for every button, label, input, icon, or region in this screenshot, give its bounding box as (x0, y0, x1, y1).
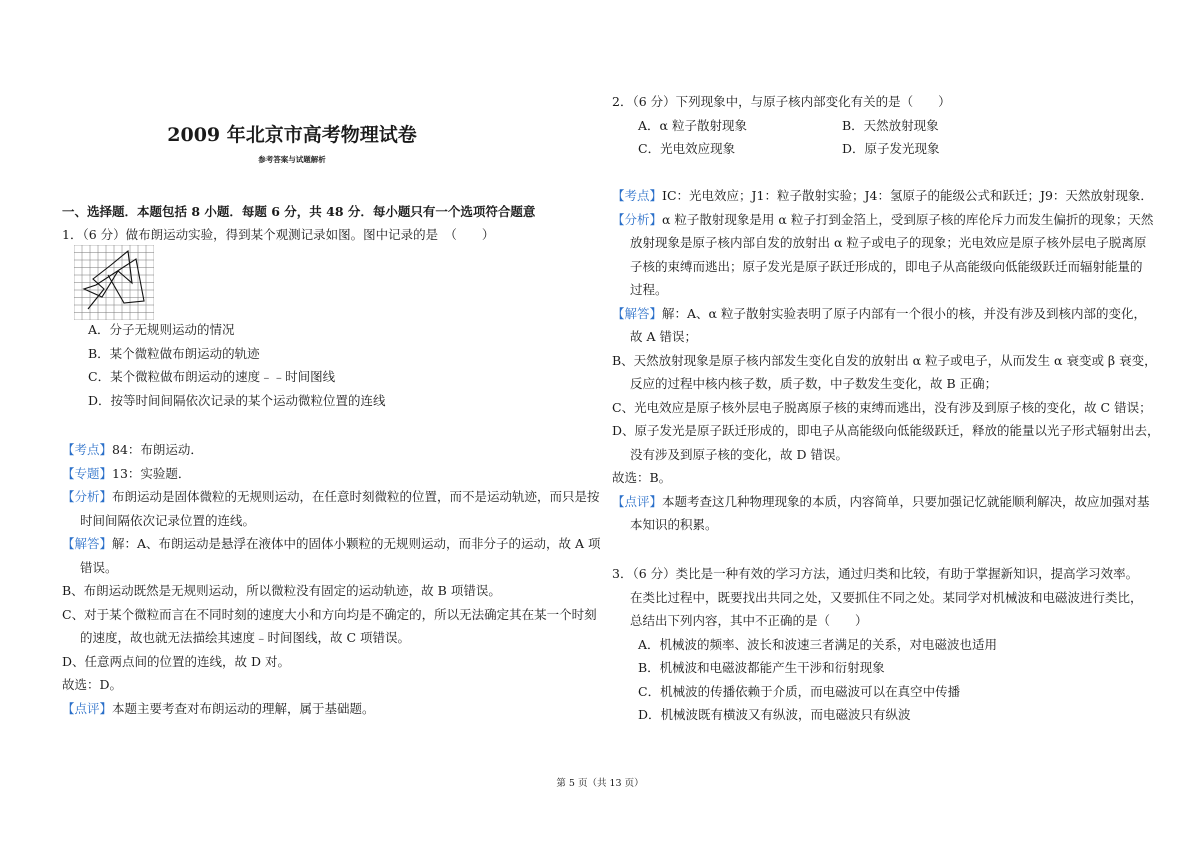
q1-option-c: C．某个微粒做布朗运动的速度﹣﹣时间图线 (88, 369, 336, 384)
q2-jieda-line3: B、天然放射现象是原子核内部发生变化自发的放射出 α 粒子或电子，从而发生 α 衰变或 β 衰变， (612, 353, 1157, 368)
page-footer: 第 5 页（共 13 页） (556, 778, 644, 789)
zhuanti-tag: 【专题】 (62, 466, 113, 481)
q3-option-d: D．机械波既有横波又有纵波，而电磁波只有纵波 (638, 707, 911, 722)
q2-fenxi-line2: 放射现象是原子核内部自发的放射出 α 粒子或电子的现象；光电效应是原子核外层电子脱离原 (630, 235, 1147, 250)
q1-option-b: B．某个微粒做布朗运动的轨迹 (88, 346, 260, 361)
q1-answer: 故选：D。 (62, 677, 123, 692)
section-heading: 一、选择题．本题包括 8 小题．每题 6 分，共 48 分．每小题只有一个选项符合题意 (62, 204, 536, 219)
q3-option-a: A．机械波的频率、波长和波速三者满足的关系，对电磁波也适用 (638, 637, 998, 652)
dianping-tag: 【点评】 (612, 494, 663, 509)
q3-option-b: B．机械波和电磁波都能产生干涉和衍射现象 (638, 660, 885, 675)
q1-jieda-line6: D、任意两点间的位置的连线，故 D 对。 (62, 654, 290, 669)
q2-jieda-line2: 故 A 错误； (630, 329, 697, 344)
q2-jieda-line7: 没有涉及到原子核的变化，故 D 错误。 (630, 447, 848, 462)
q3-stem-line2: 在类比过程中，既要找出共同之处，又要抓住不同之处。某同学对机械波和电磁波进行类比， (630, 590, 1143, 605)
q2-stem: 2．（6 分）下列现象中，与原子核内部变化有关的是（ ） (612, 94, 951, 109)
q2-jieda-line6: D、原子发光是原子跃迁形成的，即电子从高能级向低能级跃迁，释放的能量以光子形式辐射出去， (612, 423, 1160, 438)
q2-option-c: C．光电效应现象 (638, 141, 736, 156)
q2-answer: 故选：B。 (612, 470, 672, 485)
q2-option-b: B．天然放射现象 (842, 118, 939, 133)
q2-jieda-line5: C、光电效应是原子核外层电子脱离原子核的束缚而逃出，没有涉及到原子核的变化，故 C 错误； (612, 400, 1152, 415)
q1-jieda-line4: C、对于某个微粒而言在不同时刻的速度大小和方向均是不确定的，所以无法确定其在某一个时刻 (62, 607, 597, 622)
q1-jieda-line3: B、布朗运动既然是无规则运动，所以微粒没有固定的运动轨迹，故 B 项错误。 (62, 583, 501, 598)
q1-jieda-line2: 错误。 (80, 560, 118, 575)
fenxi-tag: 【分析】 (612, 212, 663, 227)
q1-jieda-line5: 的速度，故也就无法描绘其速度﹣时间图线，故 C 项错误。 (80, 630, 411, 645)
q2-kaodian: 【考点】IC：光电效应；J1：粒子散射实验；J4：氢原子的能级公式和跃迁；J9：天然放射现象． (612, 188, 1153, 203)
q1-fenxi-cont: 时间间隔依次记录位置的连线。 (80, 513, 256, 528)
q2-options-row-1 (638, 116, 1142, 136)
q2-option-d: D．原子发光现象 (842, 141, 940, 156)
page-subtitle: 参考答案与试题解析 (258, 155, 326, 164)
q2-dianping-line2: 本知识的积累。 (630, 517, 718, 532)
jieda-tag: 【解答】 (612, 306, 663, 321)
q2-fenxi-line4: 过程。 (630, 282, 668, 297)
kaodian-tag: 【考点】 (62, 442, 113, 457)
q2-jieda-line4: 反应的过程中核内核子数，质子数，中子数发生变化，故 B 正确； (630, 376, 998, 391)
q2-options-row-2 (638, 139, 1142, 159)
q3-option-c: C．机械波的传播依赖于介质，而电磁波可以在真空中传播 (638, 684, 961, 699)
q1-option-a: A．分子无规则运动的情况 (88, 322, 235, 337)
q2-fenxi: 【分析】α 粒子散射现象是用 α 粒子打到金箔上，受到原子核的库伦斥力而发生偏折的现象；天然 (612, 212, 1154, 227)
q1-dianping: 【点评】本题主要考查对布朗运动的理解，属于基础题。 (62, 701, 375, 716)
q1-fenxi: 【分析】布朗运动是固体微粒的无规则运动，在任意时刻微粒的位置，而不是运动轨迹，而只是按 (62, 489, 600, 504)
q2-fenxi-line3: 子核的束缚而逃出；原子发光是原子跃迁形成的，即电子从高能级向低能级跃迁而辐射能量的 (630, 259, 1143, 274)
q1-stem: 1．（6 分）做布朗运动实验，得到某个观测记录如图。图中记录的是 （ ） (62, 227, 495, 242)
kaodian-tag: 【考点】 (612, 188, 663, 203)
q2-option-a: A．α 粒子散射现象 (638, 118, 747, 133)
brownian-motion-figure (74, 245, 154, 320)
q1-jieda: 【解答】解：A、布朗运动是悬浮在液体中的固体小颗粒的无规则运动，而非分子的运动，故 A 项 (62, 536, 601, 551)
page-title: 2009 年北京市高考物理试卷 (167, 124, 417, 146)
dianping-tag: 【点评】 (62, 701, 113, 716)
q3-stem-line3: 总结出下列内容，其中不正确的是（ ） (630, 613, 868, 628)
jieda-tag: 【解答】 (62, 536, 113, 551)
q2-jieda: 【解答】解：A、α 粒子散射实验表明了原子内部有一个很小的核，并没有涉及到核内部的变化， (612, 306, 1146, 321)
q2-dianping: 【点评】本题考查这几种物理现象的本质，内容简单，只要加强记忆就能顺利解决，故应加强对基 (612, 494, 1150, 509)
q1-zhuanti: 【专题】13：实验题． (62, 466, 191, 481)
fenxi-tag: 【分析】 (62, 489, 113, 504)
q3-stem: 3．（6 分）类比是一种有效的学习方法，通过归类和比较，有助于掌握新知识，提高学习效率。 (612, 566, 1139, 581)
q1-kaodian: 【考点】84：布朗运动． (62, 442, 203, 457)
q1-option-d: D．按等时间间隔依次记录的某个运动微粒位置的连线 (88, 393, 386, 408)
